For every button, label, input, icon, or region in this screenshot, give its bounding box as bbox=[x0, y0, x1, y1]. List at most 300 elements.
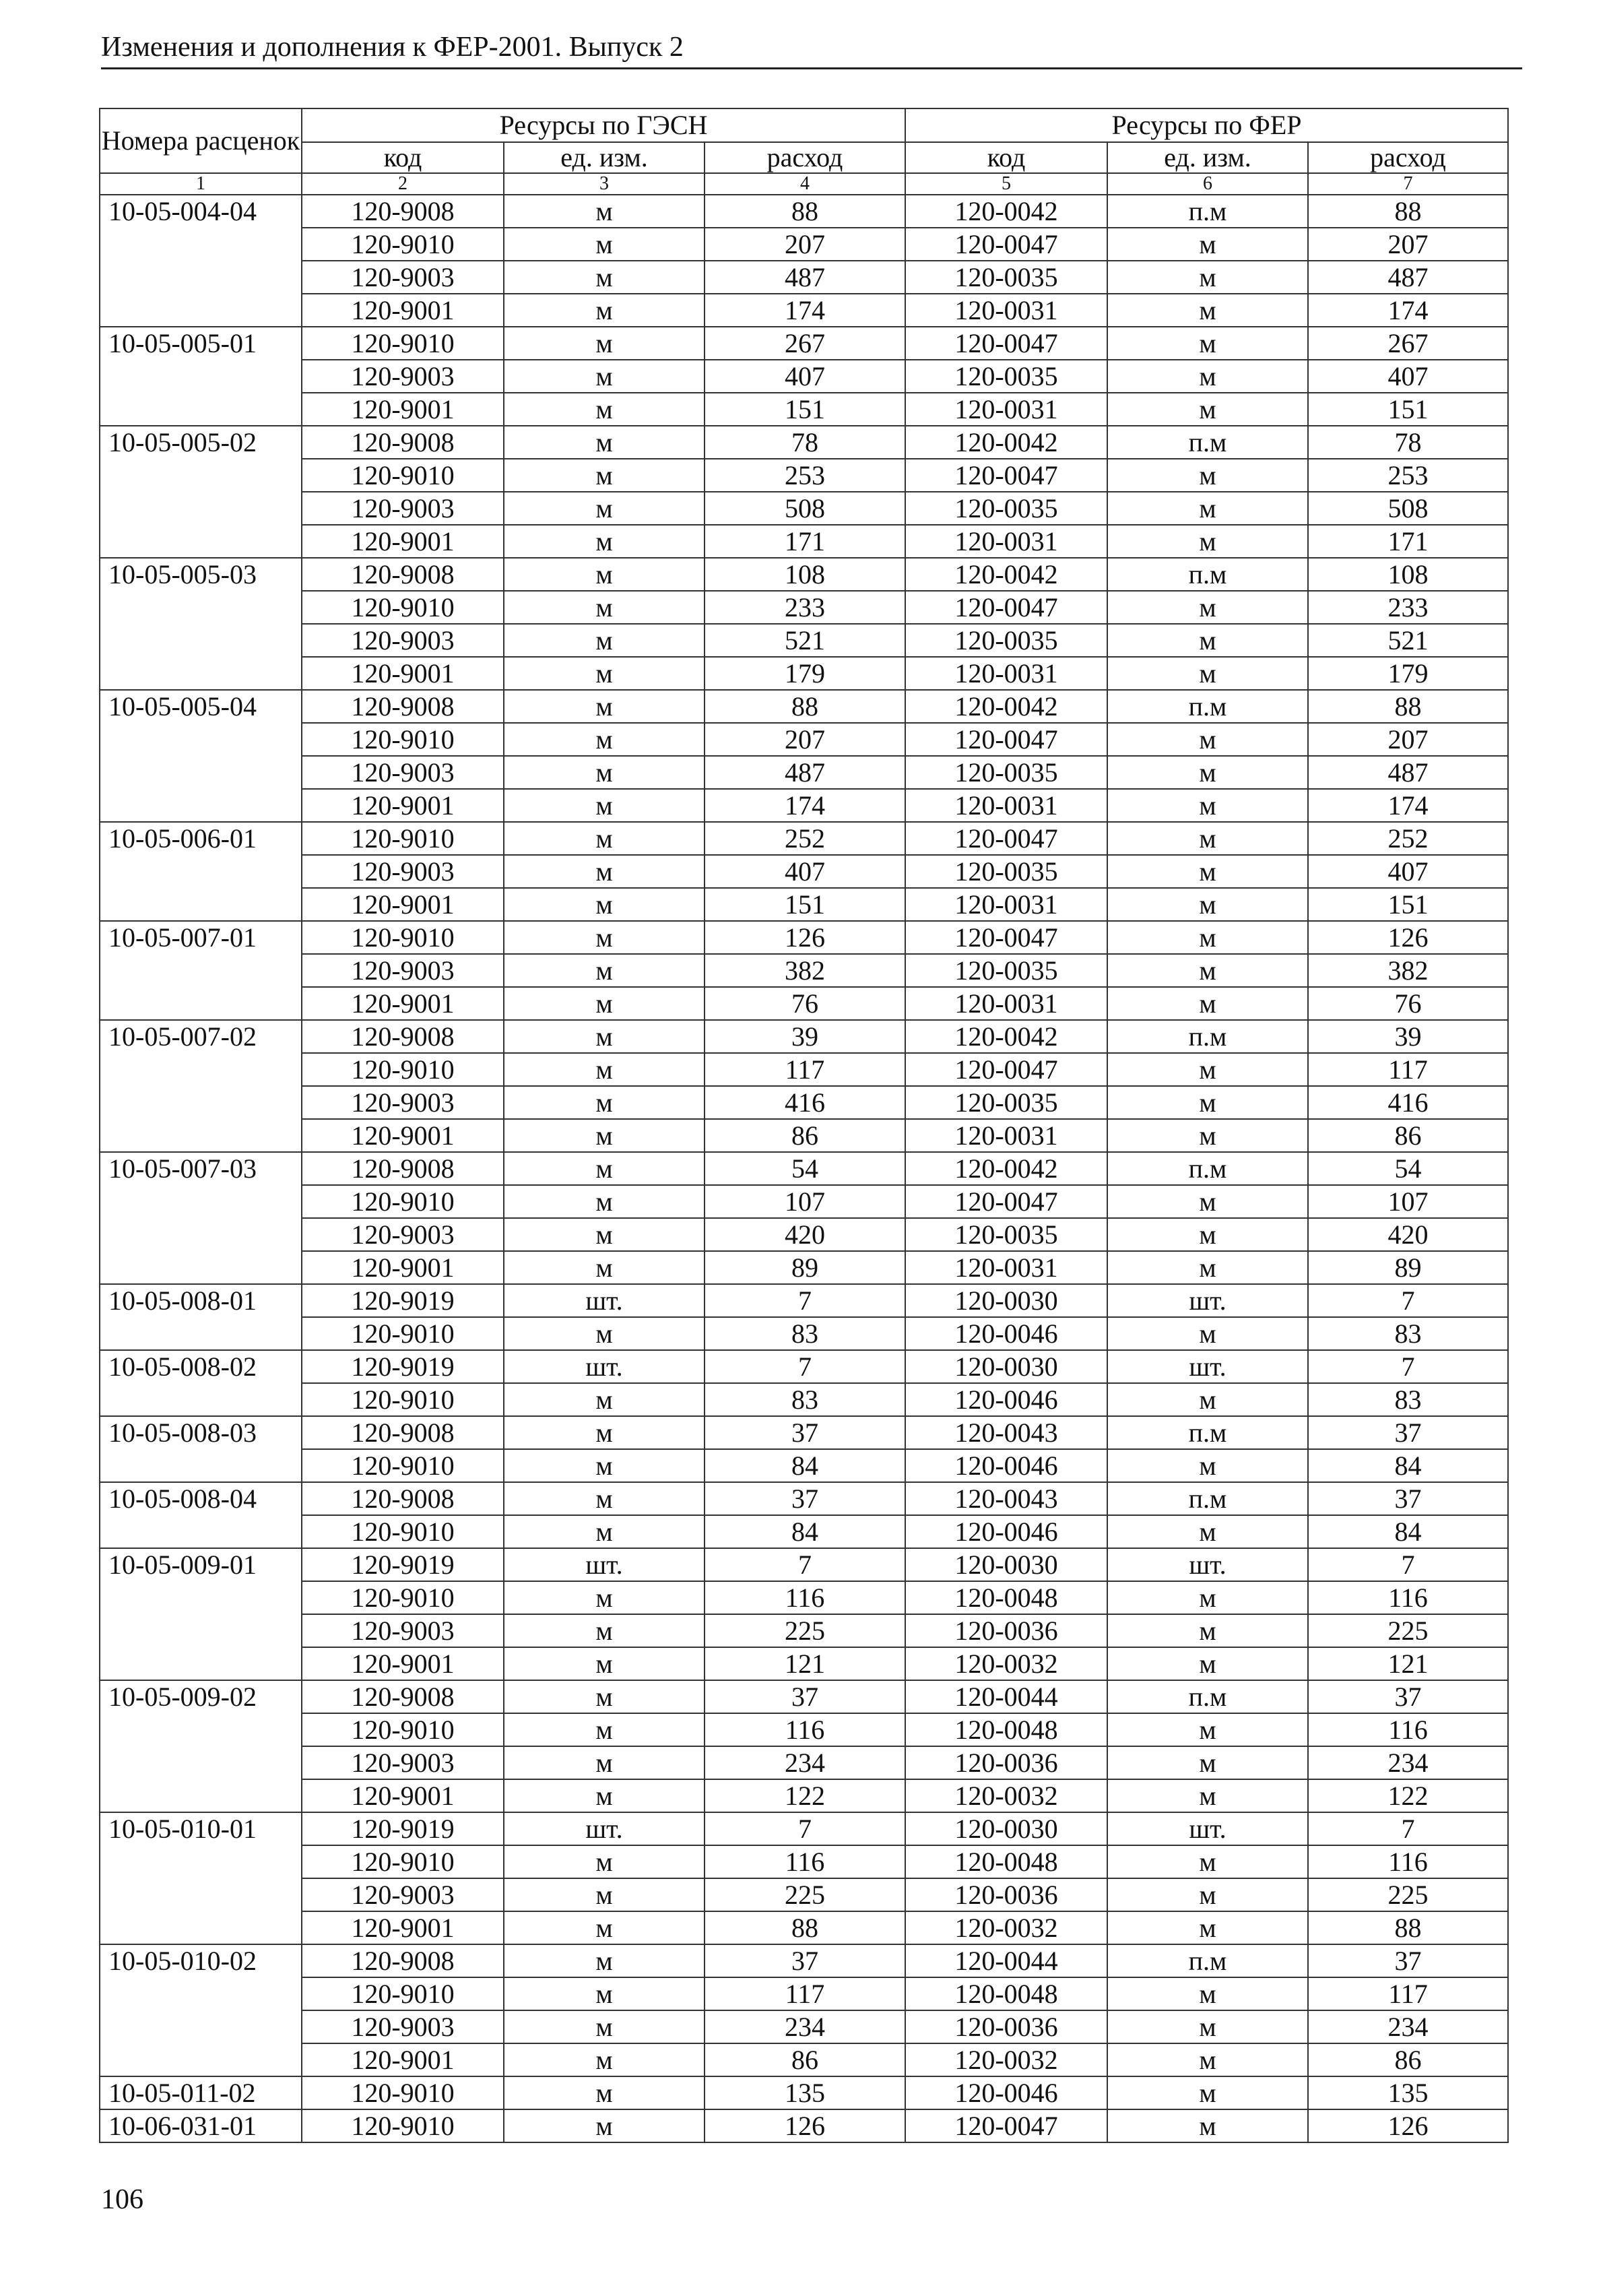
gesn-code-cell: 120-9001 bbox=[302, 525, 504, 558]
fer-consumption-cell: 407 bbox=[1308, 360, 1508, 393]
gesn-code-cell: 120-9003 bbox=[302, 954, 504, 987]
gesn-consumption-cell: 88 bbox=[705, 690, 905, 723]
fer-code-cell: 120-0047 bbox=[905, 921, 1107, 954]
fer-code-cell: 120-0044 bbox=[905, 1680, 1107, 1713]
table-row bbox=[100, 1449, 1508, 1482]
table-row bbox=[100, 1350, 1508, 1383]
gesn-code-cell: 120-9003 bbox=[302, 492, 504, 525]
table-row bbox=[100, 1515, 1508, 1548]
page-header: Изменения и дополнения к ФЕР-2001. Выпуск 2 bbox=[101, 30, 1522, 69]
gesn-consumption-cell: 253 bbox=[705, 459, 905, 492]
fer-consumption-cell: 122 bbox=[1308, 1779, 1508, 1812]
fer-consumption-cell: 174 bbox=[1308, 294, 1508, 327]
fer-resources-header: Ресурсы по ФЕР bbox=[905, 108, 1508, 142]
fer-unit-cell: м bbox=[1107, 756, 1308, 789]
gesn-unit-cell: м bbox=[504, 954, 705, 987]
gesn-unit-cell: м bbox=[504, 921, 705, 954]
fer-consumption-cell: 508 bbox=[1308, 492, 1508, 525]
column-number: 4 bbox=[705, 173, 905, 195]
fer-code-cell: 120-0046 bbox=[905, 1449, 1107, 1482]
fer-code-cell: 120-0032 bbox=[905, 1779, 1107, 1812]
fer-code-cell: 120-0035 bbox=[905, 624, 1107, 657]
fer-unit-cell: м bbox=[1107, 1614, 1308, 1647]
gesn-code-cell: 120-9003 bbox=[302, 1746, 504, 1779]
gesn-consumption-cell: 83 bbox=[705, 1317, 905, 1350]
fer-consumption-cell: 108 bbox=[1308, 558, 1508, 591]
fer-consumption-cell: 407 bbox=[1308, 855, 1508, 888]
gesn-code-cell: 120-9001 bbox=[302, 393, 504, 426]
gesn-unit-cell: м bbox=[504, 624, 705, 657]
fer-consumption-cell: 39 bbox=[1308, 1020, 1508, 1053]
rate-number-cell: 10-05-008-01 bbox=[100, 1284, 302, 1350]
fer-unit-cell: шт. bbox=[1107, 1812, 1308, 1845]
table-row bbox=[100, 195, 1508, 228]
fer-consumption-cell: 135 bbox=[1308, 2076, 1508, 2109]
fer-unit-cell: м bbox=[1107, 855, 1308, 888]
gesn-unit-cell: м bbox=[504, 822, 705, 855]
gesn-unit-cell: м bbox=[504, 723, 705, 756]
gesn-consumption-cell: 88 bbox=[705, 195, 905, 228]
fer-consumption-cell: 88 bbox=[1308, 1911, 1508, 1944]
fer-unit-cell: п.м bbox=[1107, 1020, 1308, 1053]
fer-code-cell: 120-0031 bbox=[905, 525, 1107, 558]
table-row bbox=[100, 756, 1508, 789]
gesn-code-cell: 120-9010 bbox=[302, 2076, 504, 2109]
fer-consumption-cell: 121 bbox=[1308, 1647, 1508, 1680]
fer-consumption-cell: 117 bbox=[1308, 1053, 1508, 1086]
fer-unit-cell: м bbox=[1107, 1218, 1308, 1251]
fer-consumption-cell: 88 bbox=[1308, 690, 1508, 723]
fer-unit-cell: м bbox=[1107, 822, 1308, 855]
fer-code-cell: 120-0031 bbox=[905, 987, 1107, 1020]
table-row bbox=[100, 1614, 1508, 1647]
table-row bbox=[100, 2076, 1508, 2109]
gesn-consumption-cell: 233 bbox=[705, 591, 905, 624]
gesn-consumption-cell: 487 bbox=[705, 261, 905, 294]
gesn-unit-cell: м bbox=[504, 525, 705, 558]
gesn-unit-cell: шт. bbox=[504, 1284, 705, 1317]
fer-code-cell: 120-0035 bbox=[905, 954, 1107, 987]
gesn-code-header: код bbox=[302, 142, 504, 173]
gesn-consumption-cell: 39 bbox=[705, 1020, 905, 1053]
gesn-code-cell: 120-9001 bbox=[302, 1119, 504, 1152]
gesn-code-cell: 120-9001 bbox=[302, 1779, 504, 1812]
gesn-code-cell: 120-9001 bbox=[302, 2043, 504, 2076]
fer-unit-cell: м bbox=[1107, 525, 1308, 558]
fer-unit-cell: п.м bbox=[1107, 195, 1308, 228]
gesn-consumption-cell: 407 bbox=[705, 855, 905, 888]
gesn-consumption-cell: 7 bbox=[705, 1350, 905, 1383]
column-number-row bbox=[100, 173, 1508, 195]
gesn-code-cell: 120-9019 bbox=[302, 1812, 504, 1845]
gesn-consumption-cell: 174 bbox=[705, 294, 905, 327]
column-number: 1 bbox=[100, 173, 302, 195]
gesn-unit-cell: м bbox=[504, 1680, 705, 1713]
table-row bbox=[100, 1317, 1508, 1350]
gesn-unit-cell: м bbox=[504, 1152, 705, 1185]
fer-consumption-cell: 37 bbox=[1308, 1944, 1508, 1977]
fer-code-cell: 120-0046 bbox=[905, 1317, 1107, 1350]
table-row bbox=[100, 261, 1508, 294]
gesn-unit-cell: м bbox=[504, 888, 705, 921]
fer-unit-cell: м bbox=[1107, 1317, 1308, 1350]
rate-number-cell: 10-05-010-02 bbox=[100, 1944, 302, 2076]
table-row bbox=[100, 294, 1508, 327]
fer-code-cell: 120-0031 bbox=[905, 789, 1107, 822]
gesn-unit-cell: м bbox=[504, 1911, 705, 1944]
gesn-code-cell: 120-9010 bbox=[302, 1185, 504, 1218]
fer-consumption-cell: 7 bbox=[1308, 1812, 1508, 1845]
gesn-consumption-cell: 78 bbox=[705, 426, 905, 459]
gesn-consumption-cell: 487 bbox=[705, 756, 905, 789]
fer-consumption-cell: 233 bbox=[1308, 591, 1508, 624]
fer-unit-cell: м bbox=[1107, 789, 1308, 822]
gesn-unit-cell: м bbox=[504, 2010, 705, 2043]
gesn-consumption-cell: 416 bbox=[705, 1086, 905, 1119]
table-row bbox=[100, 1416, 1508, 1449]
fer-unit-cell: п.м bbox=[1107, 558, 1308, 591]
gesn-consumption-cell: 234 bbox=[705, 1746, 905, 1779]
gesn-consumption-cell: 108 bbox=[705, 558, 905, 591]
table-row bbox=[100, 1548, 1508, 1581]
fer-code-cell: 120-0047 bbox=[905, 228, 1107, 261]
fer-consumption-cell: 83 bbox=[1308, 1317, 1508, 1350]
gesn-consumption-cell: 151 bbox=[705, 393, 905, 426]
fer-consumption-cell: 7 bbox=[1308, 1350, 1508, 1383]
rate-number-cell: 10-05-005-04 bbox=[100, 690, 302, 822]
gesn-code-cell: 120-9003 bbox=[302, 1878, 504, 1911]
table-row bbox=[100, 2010, 1508, 2043]
fer-code-cell: 120-0035 bbox=[905, 1086, 1107, 1119]
fer-unit-cell: п.м bbox=[1107, 1482, 1308, 1515]
gesn-code-cell: 120-9008 bbox=[302, 690, 504, 723]
fer-consumption-cell: 78 bbox=[1308, 426, 1508, 459]
table-row bbox=[100, 591, 1508, 624]
fer-consumption-cell: 117 bbox=[1308, 1977, 1508, 2010]
gesn-code-cell: 120-9003 bbox=[302, 624, 504, 657]
gesn-consumption-cell: 234 bbox=[705, 2010, 905, 2043]
gesn-unit-cell: м bbox=[504, 1845, 705, 1878]
gesn-unit-cell: м bbox=[504, 1746, 705, 1779]
table-row bbox=[100, 1746, 1508, 1779]
fer-code-cell: 120-0047 bbox=[905, 723, 1107, 756]
gesn-unit-cell: м bbox=[504, 756, 705, 789]
gesn-unit-cell: м bbox=[504, 1878, 705, 1911]
gesn-consumption-cell: 151 bbox=[705, 888, 905, 921]
gesn-unit-cell: м bbox=[504, 1020, 705, 1053]
fer-code-cell: 120-0047 bbox=[905, 327, 1107, 360]
fer-code-cell: 120-0036 bbox=[905, 1878, 1107, 1911]
table-row bbox=[100, 1482, 1508, 1515]
fer-consumption-cell: 7 bbox=[1308, 1284, 1508, 1317]
gesn-code-cell: 120-9003 bbox=[302, 2010, 504, 2043]
gesn-unit-cell: м bbox=[504, 1515, 705, 1548]
gesn-code-cell: 120-9001 bbox=[302, 987, 504, 1020]
gesn-unit-cell: шт. bbox=[504, 1548, 705, 1581]
gesn-consumption-cell: 225 bbox=[705, 1878, 905, 1911]
gesn-unit-cell: м bbox=[504, 327, 705, 360]
gesn-consumption-cell: 252 bbox=[705, 822, 905, 855]
fer-unit-cell: м bbox=[1107, 1383, 1308, 1416]
gesn-unit-cell: м bbox=[504, 789, 705, 822]
fer-unit-header: ед. изм. bbox=[1107, 142, 1308, 173]
table-row bbox=[100, 1119, 1508, 1152]
fer-unit-cell: м bbox=[1107, 723, 1308, 756]
gesn-unit-cell: м bbox=[504, 1383, 705, 1416]
table-row bbox=[100, 789, 1508, 822]
gesn-code-cell: 120-9001 bbox=[302, 294, 504, 327]
gesn-consumption-cell: 225 bbox=[705, 1614, 905, 1647]
gesn-consumption-cell: 76 bbox=[705, 987, 905, 1020]
gesn-code-cell: 120-9003 bbox=[302, 855, 504, 888]
fer-unit-cell: м bbox=[1107, 2043, 1308, 2076]
table-row bbox=[100, 492, 1508, 525]
fer-consumption-cell: 234 bbox=[1308, 1746, 1508, 1779]
gesn-code-cell: 120-9003 bbox=[302, 1614, 504, 1647]
table-row bbox=[100, 723, 1508, 756]
fer-consumption-cell: 116 bbox=[1308, 1713, 1508, 1746]
fer-consumption-header: расход bbox=[1308, 142, 1508, 173]
fer-consumption-cell: 179 bbox=[1308, 657, 1508, 690]
fer-consumption-cell: 382 bbox=[1308, 954, 1508, 987]
fer-unit-cell: м bbox=[1107, 954, 1308, 987]
fer-unit-cell: м bbox=[1107, 1581, 1308, 1614]
gesn-code-cell: 120-9003 bbox=[302, 1218, 504, 1251]
gesn-unit-cell: м bbox=[504, 1218, 705, 1251]
rate-number-cell: 10-05-005-03 bbox=[100, 558, 302, 690]
page-number: 106 bbox=[101, 2184, 143, 2215]
gesn-unit-cell: шт. bbox=[504, 1350, 705, 1383]
gesn-unit-cell: м bbox=[504, 1086, 705, 1119]
gesn-consumption-cell: 84 bbox=[705, 1515, 905, 1548]
fer-consumption-cell: 267 bbox=[1308, 327, 1508, 360]
gesn-unit-cell: м bbox=[504, 294, 705, 327]
gesn-unit-cell: м bbox=[504, 393, 705, 426]
rate-number-cell: 10-05-008-02 bbox=[100, 1350, 302, 1416]
fer-code-cell: 120-0030 bbox=[905, 1350, 1107, 1383]
rate-number-cell: 10-05-005-02 bbox=[100, 426, 302, 558]
fer-unit-cell: м bbox=[1107, 393, 1308, 426]
fer-unit-cell: м bbox=[1107, 888, 1308, 921]
rate-number-cell: 10-05-006-01 bbox=[100, 822, 302, 921]
gesn-code-cell: 120-9010 bbox=[302, 1845, 504, 1878]
gesn-code-cell: 120-9010 bbox=[302, 1449, 504, 1482]
fer-consumption-cell: 88 bbox=[1308, 195, 1508, 228]
column-number: 2 bbox=[302, 173, 504, 195]
gesn-code-cell: 120-9008 bbox=[302, 195, 504, 228]
table-row bbox=[100, 954, 1508, 987]
fer-consumption-cell: 84 bbox=[1308, 1449, 1508, 1482]
fer-unit-cell: п.м bbox=[1107, 1416, 1308, 1449]
gesn-code-cell: 120-9010 bbox=[302, 228, 504, 261]
fer-code-cell: 120-0036 bbox=[905, 2010, 1107, 2043]
fer-unit-cell: м bbox=[1107, 1779, 1308, 1812]
fer-code-cell: 120-0047 bbox=[905, 1185, 1107, 1218]
fer-unit-cell: шт. bbox=[1107, 1284, 1308, 1317]
fer-consumption-cell: 253 bbox=[1308, 459, 1508, 492]
fer-code-cell: 120-0030 bbox=[905, 1548, 1107, 1581]
gesn-consumption-cell: 88 bbox=[705, 1911, 905, 1944]
table-row bbox=[100, 1911, 1508, 1944]
gesn-consumption-cell: 122 bbox=[705, 1779, 905, 1812]
fer-code-cell: 120-0048 bbox=[905, 1581, 1107, 1614]
table-row bbox=[100, 1845, 1508, 1878]
fer-code-cell: 120-0047 bbox=[905, 2109, 1107, 2142]
table-body bbox=[100, 195, 1508, 2142]
table-row bbox=[100, 459, 1508, 492]
fer-unit-cell: м bbox=[1107, 921, 1308, 954]
fer-code-cell: 120-0032 bbox=[905, 2043, 1107, 2076]
fer-code-cell: 120-0035 bbox=[905, 360, 1107, 393]
fer-consumption-cell: 86 bbox=[1308, 2043, 1508, 2076]
fer-unit-cell: м bbox=[1107, 459, 1308, 492]
table-row bbox=[100, 1944, 1508, 1977]
fer-unit-cell: м bbox=[1107, 624, 1308, 657]
gesn-unit-cell: м bbox=[504, 1482, 705, 1515]
table-row bbox=[100, 426, 1508, 459]
gesn-consumption-cell: 116 bbox=[705, 1845, 905, 1878]
gesn-unit-cell: шт. bbox=[504, 1812, 705, 1845]
gesn-unit-cell: м bbox=[504, 657, 705, 690]
rate-number-cell: 10-05-008-03 bbox=[100, 1416, 302, 1482]
gesn-consumption-cell: 7 bbox=[705, 1548, 905, 1581]
table-row bbox=[100, 558, 1508, 591]
fer-code-cell: 120-0035 bbox=[905, 261, 1107, 294]
gesn-consumption-cell: 126 bbox=[705, 2109, 905, 2142]
gesn-consumption-cell: 54 bbox=[705, 1152, 905, 1185]
column-number: 5 bbox=[905, 173, 1107, 195]
gesn-consumption-cell: 207 bbox=[705, 228, 905, 261]
table-row bbox=[100, 327, 1508, 360]
gesn-code-cell: 120-9003 bbox=[302, 1086, 504, 1119]
gesn-unit-cell: м bbox=[504, 855, 705, 888]
fer-consumption-cell: 116 bbox=[1308, 1581, 1508, 1614]
gesn-code-cell: 120-9008 bbox=[302, 1416, 504, 1449]
gesn-code-cell: 120-9001 bbox=[302, 657, 504, 690]
resources-table bbox=[99, 108, 1509, 2143]
gesn-unit-cell: м bbox=[504, 1449, 705, 1482]
gesn-unit-cell: м bbox=[504, 1053, 705, 1086]
gesn-unit-cell: м bbox=[504, 2043, 705, 2076]
table-row bbox=[100, 1812, 1508, 1845]
rate-numbers-header: Номера расценок bbox=[100, 108, 302, 173]
fer-consumption-cell: 225 bbox=[1308, 1878, 1508, 1911]
fer-code-cell: 120-0042 bbox=[905, 690, 1107, 723]
fer-unit-cell: м bbox=[1107, 1053, 1308, 1086]
gesn-unit-cell: м bbox=[504, 426, 705, 459]
fer-code-cell: 120-0044 bbox=[905, 1944, 1107, 1977]
rate-number-cell: 10-06-031-01 bbox=[100, 2109, 302, 2142]
gesn-unit-cell: м bbox=[504, 1317, 705, 1350]
rate-number-cell: 10-05-009-02 bbox=[100, 1680, 302, 1812]
rate-number-cell: 10-05-007-03 bbox=[100, 1152, 302, 1284]
fer-code-cell: 120-0032 bbox=[905, 1911, 1107, 1944]
gesn-code-cell: 120-9003 bbox=[302, 261, 504, 294]
gesn-consumption-cell: 179 bbox=[705, 657, 905, 690]
fer-code-cell: 120-0036 bbox=[905, 1746, 1107, 1779]
fer-unit-cell: м bbox=[1107, 1185, 1308, 1218]
gesn-consumption-cell: 7 bbox=[705, 1812, 905, 1845]
fer-unit-cell: м bbox=[1107, 2109, 1308, 2142]
fer-code-cell: 120-0048 bbox=[905, 1845, 1107, 1878]
table-row bbox=[100, 1647, 1508, 1680]
gesn-code-cell: 120-9008 bbox=[302, 426, 504, 459]
fer-consumption-cell: 487 bbox=[1308, 261, 1508, 294]
fer-code-cell: 120-0030 bbox=[905, 1812, 1107, 1845]
table-row bbox=[100, 1152, 1508, 1185]
gesn-unit-cell: м bbox=[504, 195, 705, 228]
gesn-unit-cell: м bbox=[504, 690, 705, 723]
fer-unit-cell: м bbox=[1107, 1119, 1308, 1152]
gesn-consumption-cell: 267 bbox=[705, 327, 905, 360]
table-row bbox=[100, 1185, 1508, 1218]
table-row bbox=[100, 921, 1508, 954]
fer-code-header: код bbox=[905, 142, 1107, 173]
fer-consumption-cell: 416 bbox=[1308, 1086, 1508, 1119]
rate-number-cell: 10-05-007-01 bbox=[100, 921, 302, 1020]
fer-unit-cell: м bbox=[1107, 294, 1308, 327]
fer-unit-cell: м bbox=[1107, 1515, 1308, 1548]
gesn-code-cell: 120-9010 bbox=[302, 1713, 504, 1746]
gesn-consumption-cell: 126 bbox=[705, 921, 905, 954]
gesn-code-cell: 120-9019 bbox=[302, 1548, 504, 1581]
fer-unit-cell: м bbox=[1107, 1845, 1308, 1878]
gesn-code-cell: 120-9010 bbox=[302, 1581, 504, 1614]
fer-code-cell: 120-0031 bbox=[905, 294, 1107, 327]
gesn-unit-cell: м bbox=[504, 1647, 705, 1680]
gesn-code-cell: 120-9008 bbox=[302, 1680, 504, 1713]
fer-unit-cell: м bbox=[1107, 1251, 1308, 1284]
gesn-code-cell: 120-9019 bbox=[302, 1350, 504, 1383]
gesn-consumption-cell: 117 bbox=[705, 1053, 905, 1086]
rate-number-cell: 10-05-007-02 bbox=[100, 1020, 302, 1152]
column-number: 3 bbox=[504, 173, 705, 195]
table-row bbox=[100, 1251, 1508, 1284]
table-row bbox=[100, 2043, 1508, 2076]
fer-code-cell: 120-0047 bbox=[905, 822, 1107, 855]
gesn-consumption-header: расход bbox=[705, 142, 905, 173]
fer-code-cell: 120-0035 bbox=[905, 756, 1107, 789]
fer-code-cell: 120-0031 bbox=[905, 393, 1107, 426]
fer-code-cell: 120-0031 bbox=[905, 1251, 1107, 1284]
gesn-code-cell: 120-9001 bbox=[302, 1911, 504, 1944]
gesn-code-cell: 120-9003 bbox=[302, 360, 504, 393]
rate-number-cell: 10-05-009-01 bbox=[100, 1548, 302, 1680]
table-row bbox=[100, 1581, 1508, 1614]
gesn-code-cell: 120-9019 bbox=[302, 1284, 504, 1317]
fer-code-cell: 120-0031 bbox=[905, 1119, 1107, 1152]
fer-code-cell: 120-0030 bbox=[905, 1284, 1107, 1317]
fer-unit-cell: м bbox=[1107, 987, 1308, 1020]
gesn-consumption-cell: 116 bbox=[705, 1713, 905, 1746]
gesn-code-cell: 120-9010 bbox=[302, 1383, 504, 1416]
fer-unit-cell: м bbox=[1107, 1746, 1308, 1779]
fer-consumption-cell: 252 bbox=[1308, 822, 1508, 855]
table-row bbox=[100, 690, 1508, 723]
gesn-unit-cell: м bbox=[504, 1944, 705, 1977]
fer-code-cell: 120-0035 bbox=[905, 492, 1107, 525]
fer-consumption-cell: 126 bbox=[1308, 921, 1508, 954]
table-row bbox=[100, 360, 1508, 393]
gesn-unit-cell: м bbox=[504, 1779, 705, 1812]
gesn-code-cell: 120-9010 bbox=[302, 1977, 504, 2010]
table-row bbox=[100, 1977, 1508, 2010]
fer-code-cell: 120-0046 bbox=[905, 1515, 1107, 1548]
gesn-consumption-cell: 521 bbox=[705, 624, 905, 657]
rate-number-cell: 10-05-004-04 bbox=[100, 195, 302, 327]
gesn-unit-cell: м bbox=[504, 2076, 705, 2109]
gesn-code-cell: 120-9001 bbox=[302, 888, 504, 921]
